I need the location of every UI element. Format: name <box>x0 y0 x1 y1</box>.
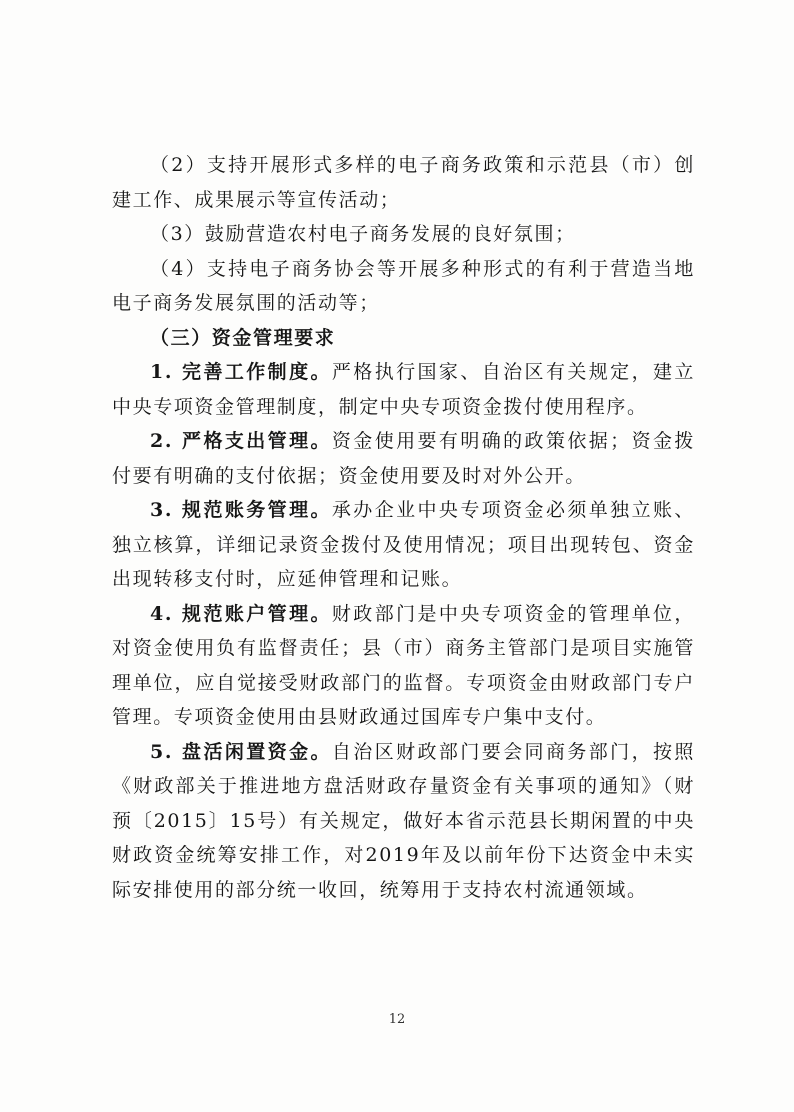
item-account-management <box>112 597 695 735</box>
document-body <box>112 148 695 907</box>
paragraph-rural-ecommerce-atmosphere <box>112 217 695 252</box>
paragraph-association-activities <box>112 252 695 321</box>
item-idle-funds <box>112 735 695 908</box>
item-lead: 1. 完善工作制度。 <box>150 361 332 383</box>
item-text: 财政部门是中央专项资金的管理单位，对资金使用负有监督责任；县（市）商务主管部门是项目实施管理单位，应自觉接受财政部门的监督。专项资金由财政部门专户管理。专项资金使用由县财政通过国库专户集中支付。 <box>112 602 696 728</box>
item-accounting-management <box>112 493 695 597</box>
item-lead: 4. 规范账户管理。 <box>150 602 332 625</box>
section-heading: （三）资金管理要求 <box>150 326 336 349</box>
item-text: 严格执行国家、自治区有关规定，建立中央专项资金管理制度，制定中央专项资金拨付使用程序。 <box>112 361 696 418</box>
paragraph-text: （2）支持开展形式多样的电子商务政策和示范县（市）创建工作、成果展示等宣传活动； <box>112 154 695 211</box>
page-number: 12 <box>388 1012 406 1027</box>
item-text: 自治区财政部门要会同商务部门，按照《财政部关于推进地方盘活财政存量资金有关事项的通知》（财预〔2015〕15号）有关规定，做好本省示范县长期闲置的中央财政资金统筹安排工作，对2019年及以前年份下达资金中未实际安排使用的部分统一收回，统筹用于支持农村流通领域。 <box>112 740 696 901</box>
item-work-system <box>112 355 695 424</box>
item-lead: 3. 规范账务管理。 <box>150 499 332 521</box>
item-text: 承办企业中央专项资金必须单独立账、独立核算，详细记录资金拨付及使用情况；项目出现转包、资金出现转移支付时，应延伸管理和记账。 <box>112 499 696 590</box>
item-lead: 5. 盘活闲置资金。 <box>150 740 332 763</box>
paragraph-text: （4）支持电子商务协会等开展多种形式的有利于营造当地电子商务发展氛围的活动等； <box>112 257 695 314</box>
item-text: 资金使用要有明确的政策依据；资金拨付要有明确的支付依据；资金使用要及时对外公开。 <box>112 430 696 487</box>
item-lead: 2. 严格支出管理。 <box>150 430 332 452</box>
paragraph-publicity-activities <box>112 148 695 217</box>
item-expenditure-management <box>112 424 695 493</box>
paragraph-text: （3）鼓励营造农村电子商务发展的良好氛围； <box>150 223 576 245</box>
